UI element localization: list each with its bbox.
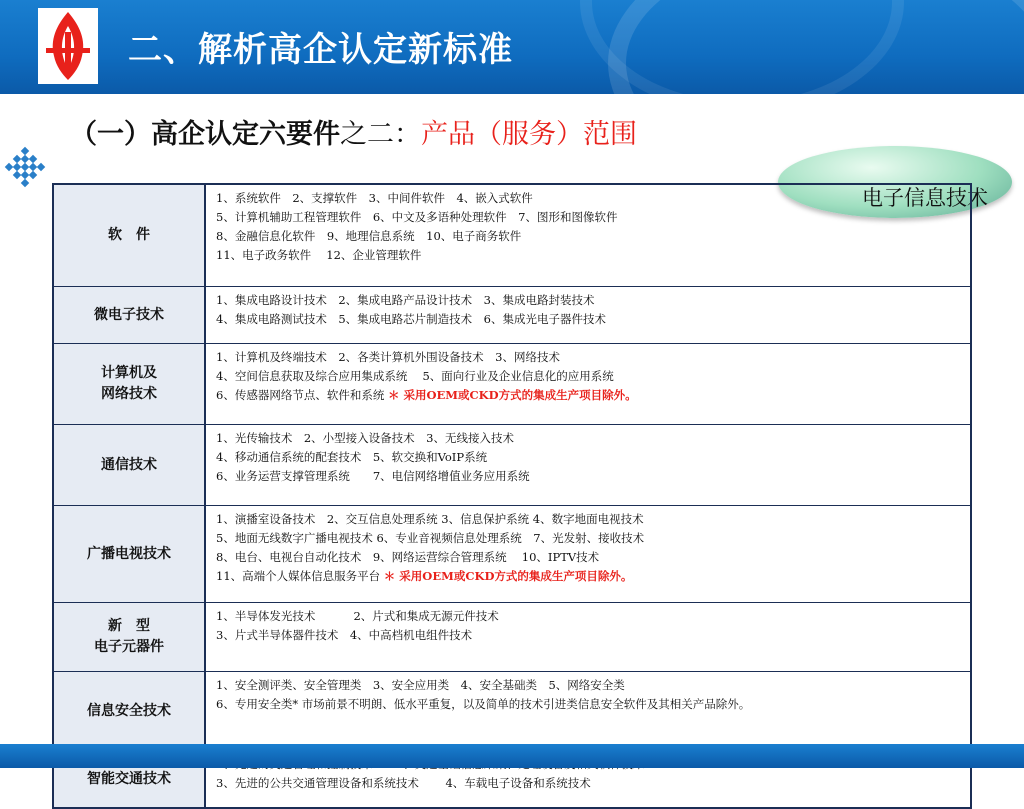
flame-logo-icon: [38, 8, 98, 84]
detail-line: 6、专用安全类* 市场前景不明朗、低水平重复，以及简单的技术引进类信息安全软件及其相关产品除外。: [216, 697, 751, 711]
row-category: 信息安全技术: [53, 672, 205, 751]
detail-line: 4、集成电路测试技术 5、集成电路芯片制造技术 6、集成光电子器件技术: [216, 312, 606, 326]
row-details: [205, 287, 971, 344]
detail-line: 5、地面无线数字广播电视技术 6、专业音视频信息处理系统 7、光发射、接收技术: [216, 531, 645, 545]
header-decoration: [580, 0, 904, 94]
exclusion-note: ＊ 采用OEM或CKD方式的集成生产项目除外。: [387, 388, 637, 402]
row-details: [205, 344, 971, 425]
table-row: [53, 425, 971, 506]
subtitle-highlight: 产品（服务）范围: [421, 119, 637, 150]
table-row: [53, 287, 971, 344]
grid-decoration-icon: [4, 146, 48, 190]
category-line: 电子元器件: [94, 639, 164, 655]
header-band: [0, 0, 1024, 94]
detail-line: 1、安全测评类、安全管理类 3、安全应用类 4、安全基础类 5、网络安全类: [216, 678, 625, 692]
table-row: [53, 344, 971, 425]
table-row: [53, 184, 971, 287]
detail-text: 6、传感器网络节点、软件和系统: [216, 388, 385, 402]
detail-line: 5、计算机辅助工程管理软件 6、中文及多语种处理软件 7、图形和图像软件: [216, 210, 618, 224]
row-details: [205, 506, 971, 603]
detail-line: 1、光传输技术 2、小型接入设备技术 3、无线接入技术: [216, 431, 514, 445]
detail-text: 11、高端个人媒体信息服务平台: [216, 569, 381, 583]
row-details: [205, 672, 971, 751]
detail-line: 1、半导体发光技术 2、片式和集成无源元件技术: [216, 609, 499, 623]
row-category: 智能交通技术: [53, 751, 205, 809]
detail-line: 1、集成电路设计技术 2、集成电路产品设计技术 3、集成电路封装技术: [216, 293, 595, 307]
row-details: [205, 603, 971, 672]
table-row: [53, 672, 971, 751]
page-title: 二、解析高企认定新标准: [128, 30, 513, 70]
row-category: 软 件: [53, 184, 205, 287]
section-subtitle: [70, 112, 637, 152]
row-category: 微电子技术: [53, 287, 205, 344]
row-category: 通信技术: [53, 425, 205, 506]
detail-line: 4、空间信息获取及综合应用集成系统 5、面向行业及企业信息化的应用系统: [216, 369, 614, 383]
row-category: [53, 344, 205, 425]
detail-line: 1、系统软件 2、支撑软件 3、中间件软件 4、嵌入式软件: [216, 191, 533, 205]
product-scope-table: [52, 183, 972, 809]
table-row: [53, 506, 971, 603]
row-details: [205, 184, 971, 287]
detail-line: 1、演播室设备技术 2、交互信息处理系统 3、信息保护系统 4、数字地面电视技术: [216, 512, 644, 526]
category-line: 新 型: [108, 618, 150, 634]
exclusion-note: ＊ 采用OEM或CKD方式的集成生产项目除外。: [383, 569, 633, 583]
category-line: 计算机及: [101, 365, 157, 381]
detail-line: 8、金融信息化软件 9、地理信息系统 10、电子商务软件: [216, 229, 522, 243]
row-details: [205, 425, 971, 506]
detail-line: 11、电子政务软件 12、企业管理软件: [216, 248, 422, 262]
table-row: [53, 603, 971, 672]
detail-line: 6、业务运营支撑管理系统 7、电信网络增值业务应用系统: [216, 469, 530, 483]
category-line: 网络技术: [101, 386, 157, 402]
row-category: [53, 603, 205, 672]
detail-line: 1、计算机及终端技术 2、各类计算机外围设备技术 3、网络技术: [216, 350, 560, 364]
footer-band: [0, 744, 1024, 768]
detail-line: [216, 567, 970, 586]
detail-line: 3、先进的公共交通管理设备和系统技术 4、车载电子设备和系统技术: [216, 776, 591, 790]
row-category: 广播电视技术: [53, 506, 205, 603]
detail-line: [216, 386, 970, 405]
detail-line: 8、电台、电视台自动化技术 9、网络运营综合管理系统 10、IPTV技术: [216, 550, 600, 564]
badge-label: 电子信息技术: [862, 186, 988, 210]
detail-line: 3、片式半导体器件技术 4、中高档机电组件技术: [216, 628, 473, 642]
detail-line: 4、移动通信系统的配套技术 5、软交换和VoIP系统: [216, 450, 488, 464]
subtitle-main: （一）高企认定六要件: [70, 119, 340, 150]
subtitle-connector: 之二：: [340, 119, 421, 150]
